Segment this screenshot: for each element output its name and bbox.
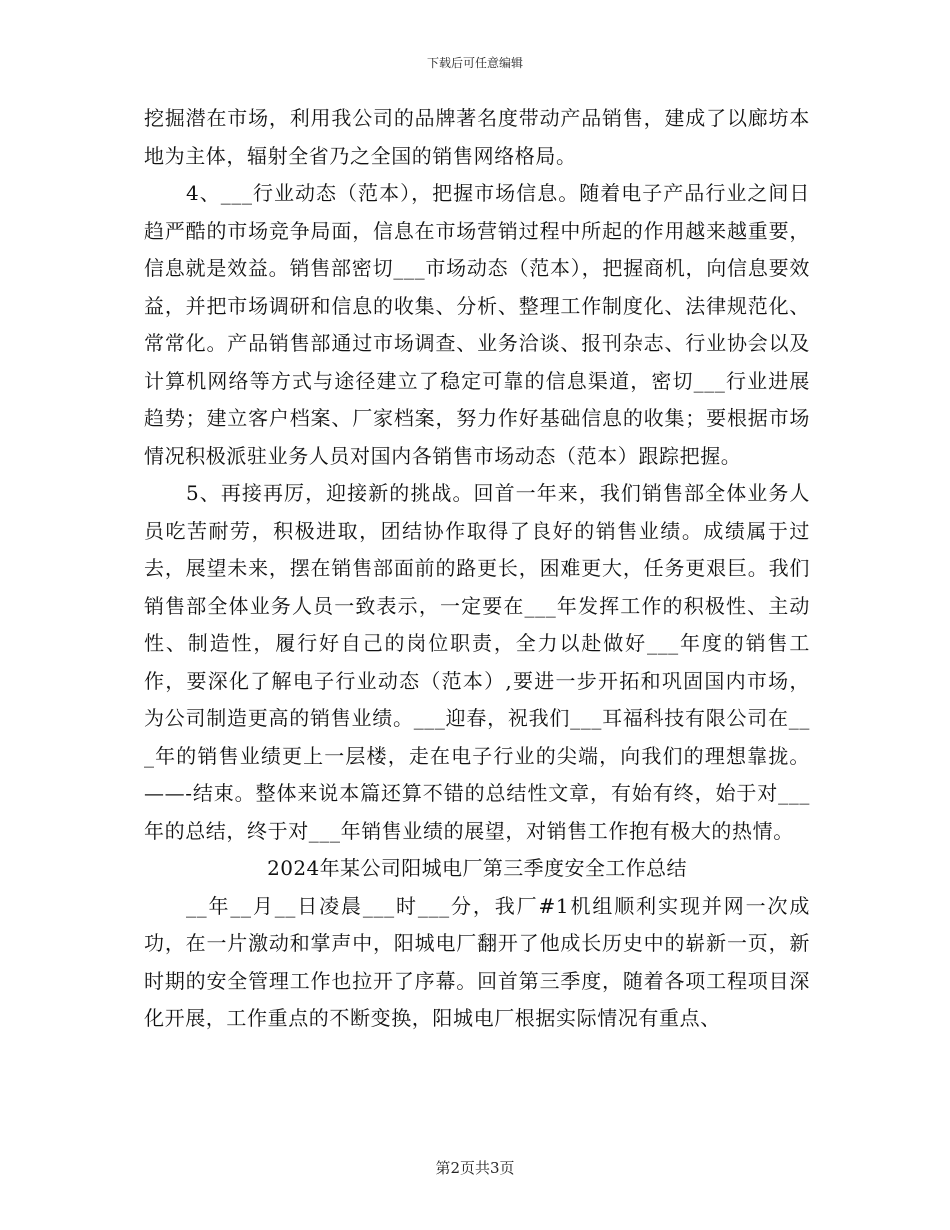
section-paragraph: __年__月__日凌晨___时___分，我厂#1机组顺利实现并网一次成功，在一片激动和掌声中，阳城电厂翻开了他成长历史中的崭新一页，新时期的安全管理工作也拉开了序幕。回首第三季度，随着各项工程项目深化开展，工作重点的不断变换，阳城电厂根据实际情况有重点、	[144, 893, 810, 1030]
header-note: 下载后可任意编辑	[426, 56, 523, 70]
paragraph-item-5: 5、再接再厉，迎接新的挑战。回首一年来，我们销售部全体业务人员吃苦耐劳，积极进取，团结协作取得了良好的销售业绩。成绩属于过去，展望未来，摆在销售部面前的路更长，困难更大，任务更艰巨。我们销售部全体业务人员一致表示，一定要在___年发挥工作的积极性、主动性、制造性，履行好自己的岗位职责，全力以赴做好___年度的销售工作，要深化了解电子行业动态（范本）,要进一步开拓和巩固国内市场，为公司制造更高的销售业绩。___迎春，祝我们___耳福科技有限公司在___年的销售业绩更上一层楼，走在电子行业的尖端，向我们的理想靠拢。——-结束。整体来说本篇还算不错的总结性文章，有始有终，始于对___年的总结，终于对___年销售业绩的展望，对销售工作抱有极大的热情。	[144, 481, 810, 843]
document-body	[144, 100, 810, 1038]
paragraph-continued: 挖掘潜在市场，利用我公司的品牌著名度带动产品销售，建成了以廊坊本地为主体，辐射全省乃之全国的销售网络格局。	[144, 106, 810, 168]
section-title: 2024年某公司阳城电厂第三季度安全工作总结	[267, 856, 687, 880]
paragraph-item-4: 4、___行业动态（范本），把握市场信息。随着电子产品行业之间日趋严酷的市场竞争局面，信息在市场营销过程中所起的作用越来越重要，信息就是效益。销售部密切___市场动态（范本），把握商机，向信息要效益，并把市场调研和信息的收集、分析、整理工作制度化、法律规范化、常常化。产品销售部通过市场调查、业务洽谈、报刊杂志、行业协会以及计算机网络等方式与途径建立了稳定可靠的信息渠道，密切___行业进展趋势；建立客户档案、厂家档案，努力作好基础信息的收集；要根据市场情况积极派驻业务人员对国内各销售市场动态（范本）跟踪把握。	[144, 181, 810, 468]
page-number: 第2页共3页	[435, 1159, 515, 1177]
